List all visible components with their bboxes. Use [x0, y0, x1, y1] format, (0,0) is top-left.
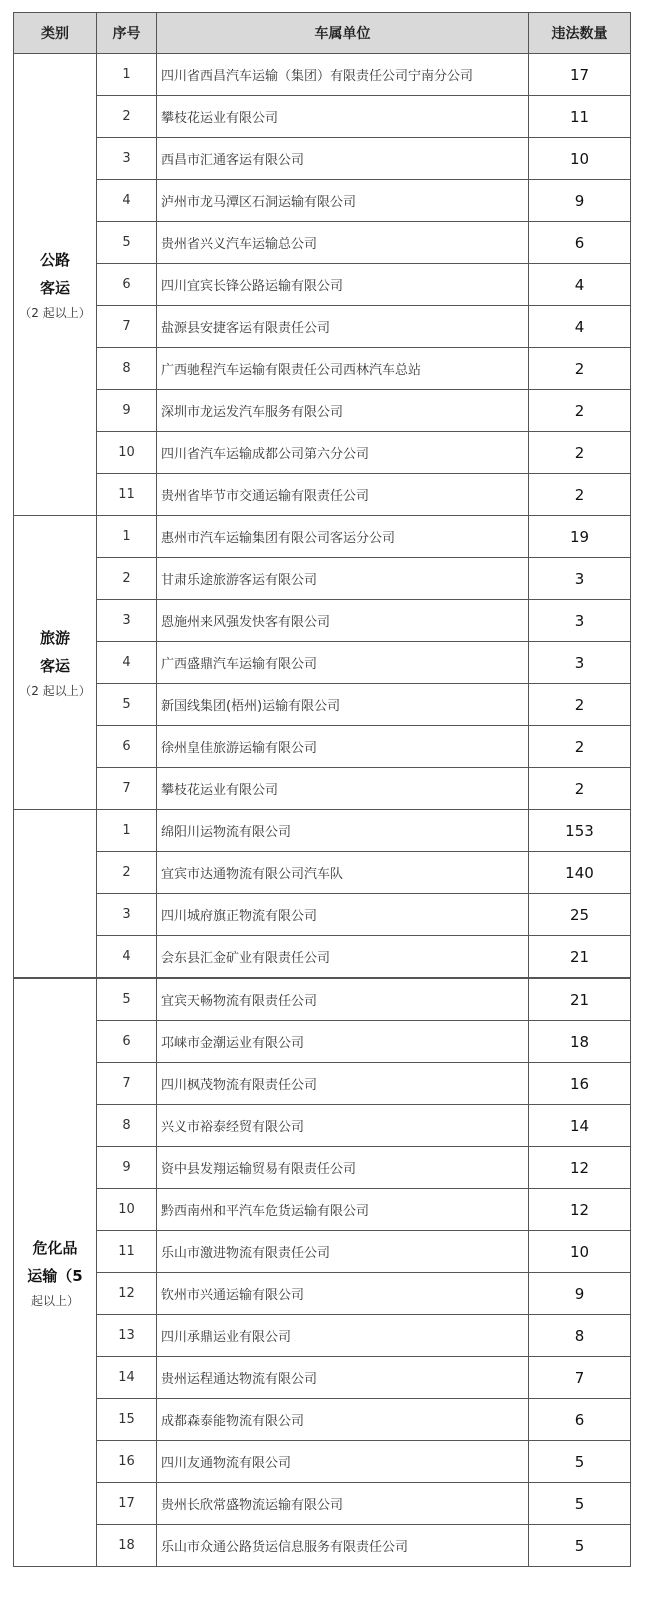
- table-row: [14, 180, 631, 222]
- table-row: [14, 1525, 631, 1567]
- unit-cell: 资中县发翔运输贸易有限责任公司: [157, 1147, 529, 1189]
- table-row: [14, 54, 631, 96]
- seq-cell: 11: [97, 1231, 157, 1273]
- table-row: [14, 936, 631, 978]
- unit-cell: 惠州市汽车运输集团有限公司客运分公司: [157, 516, 529, 558]
- table-row: [14, 894, 631, 936]
- unit-cell: 贵州省兴义汽车运输总公司: [157, 222, 529, 264]
- seq-cell: 3: [97, 138, 157, 180]
- seq-cell: 15: [97, 1399, 157, 1441]
- count-cell: 5: [529, 1441, 631, 1483]
- table-row: [14, 1483, 631, 1525]
- unit-cell: 攀枝花运业有限公司: [157, 96, 529, 138]
- count-cell: 10: [529, 138, 631, 180]
- table-row: [14, 1021, 631, 1063]
- seq-cell: 4: [97, 936, 157, 978]
- table-row: [14, 390, 631, 432]
- violations-table-part2: [13, 978, 631, 1567]
- unit-cell: 贵州运程通达物流有限公司: [157, 1357, 529, 1399]
- header-category: 类别: [14, 13, 97, 54]
- seq-cell: 3: [97, 600, 157, 642]
- category-cell: [14, 810, 97, 978]
- unit-cell: 乐山市激进物流有限责任公司: [157, 1231, 529, 1273]
- unit-cell: 乐山市众通公路货运信息服务有限责任公司: [157, 1525, 529, 1567]
- header-unit: 车属单位: [157, 13, 529, 54]
- unit-cell: 邛崃市金潮运业有限公司: [157, 1021, 529, 1063]
- seq-cell: 7: [97, 768, 157, 810]
- count-cell: 2: [529, 474, 631, 516]
- table-row: [14, 474, 631, 516]
- category-cell: [14, 516, 97, 810]
- unit-cell: 攀枝花运业有限公司: [157, 768, 529, 810]
- category-threshold: （2 起以上）: [19, 305, 91, 320]
- seq-cell: 14: [97, 1357, 157, 1399]
- seq-cell: 13: [97, 1315, 157, 1357]
- seq-cell: 2: [97, 852, 157, 894]
- count-cell: 6: [529, 1399, 631, 1441]
- unit-cell: 绵阳川运物流有限公司: [157, 810, 529, 852]
- category-name-cont: 运输（5: [27, 1266, 83, 1285]
- count-cell: 2: [529, 432, 631, 474]
- count-cell: 9: [529, 1273, 631, 1315]
- seq-cell: 17: [97, 1483, 157, 1525]
- count-cell: 2: [529, 684, 631, 726]
- unit-cell: 四川城府旗正物流有限公司: [157, 894, 529, 936]
- header-seq: 序号: [97, 13, 157, 54]
- seq-cell: 1: [97, 516, 157, 558]
- category-name: 危化品: [32, 1238, 78, 1257]
- seq-cell: 4: [97, 642, 157, 684]
- table-row: [14, 1357, 631, 1399]
- unit-cell: 贵州长欣常盛物流运输有限公司: [157, 1483, 529, 1525]
- table-row: [14, 726, 631, 768]
- count-cell: 2: [529, 768, 631, 810]
- seq-cell: 6: [97, 1021, 157, 1063]
- unit-cell: 甘肃乐途旅游客运有限公司: [157, 558, 529, 600]
- count-cell: 12: [529, 1189, 631, 1231]
- count-cell: 11: [529, 96, 631, 138]
- unit-cell: 深圳市龙运发汽车服务有限公司: [157, 390, 529, 432]
- seq-cell: 6: [97, 264, 157, 306]
- count-cell: 2: [529, 390, 631, 432]
- seq-cell: 9: [97, 390, 157, 432]
- table-row: [14, 1273, 631, 1315]
- unit-cell: 宜宾天畅物流有限责任公司: [157, 979, 529, 1021]
- unit-cell: 兴义市裕泰经贸有限公司: [157, 1105, 529, 1147]
- count-cell: 153: [529, 810, 631, 852]
- count-cell: 9: [529, 180, 631, 222]
- count-cell: 25: [529, 894, 631, 936]
- unit-cell: 广西盛鼎汽车运输有限公司: [157, 642, 529, 684]
- table-row: [14, 222, 631, 264]
- seq-cell: 12: [97, 1273, 157, 1315]
- count-cell: 3: [529, 642, 631, 684]
- category-cell: [14, 54, 97, 516]
- seq-cell: 4: [97, 180, 157, 222]
- unit-cell: 贵州省毕节市交通运输有限责任公司: [157, 474, 529, 516]
- seq-cell: 11: [97, 474, 157, 516]
- seq-cell: 10: [97, 432, 157, 474]
- table-row: [14, 768, 631, 810]
- unit-cell: 恩施州来风强发快客有限公司: [157, 600, 529, 642]
- table-row: [14, 1105, 631, 1147]
- table-row: [14, 1315, 631, 1357]
- seq-cell: 7: [97, 306, 157, 348]
- unit-cell: 四川承鼎运业有限公司: [157, 1315, 529, 1357]
- violations-table-part1: [13, 12, 631, 978]
- category-name-cont: 客运: [39, 656, 70, 675]
- count-cell: 4: [529, 264, 631, 306]
- count-cell: 8: [529, 1315, 631, 1357]
- count-cell: 3: [529, 600, 631, 642]
- seq-cell: 8: [97, 348, 157, 390]
- count-cell: 6: [529, 222, 631, 264]
- header-count: 违法数量: [529, 13, 631, 54]
- count-cell: 5: [529, 1483, 631, 1525]
- table-row: [14, 432, 631, 474]
- seq-cell: 18: [97, 1525, 157, 1567]
- unit-cell: 四川省西昌汽车运输（集团）有限责任公司宁南分公司: [157, 54, 529, 96]
- count-cell: 21: [529, 979, 631, 1021]
- count-cell: 2: [529, 348, 631, 390]
- table-row: [14, 1189, 631, 1231]
- seq-cell: 2: [97, 558, 157, 600]
- seq-cell: 1: [97, 54, 157, 96]
- unit-cell: 成都森泰能物流有限公司: [157, 1399, 529, 1441]
- count-cell: 10: [529, 1231, 631, 1273]
- seq-cell: 7: [97, 1063, 157, 1105]
- unit-cell: 盐源县安捷客运有限责任公司: [157, 306, 529, 348]
- seq-cell: 5: [97, 222, 157, 264]
- count-cell: 7: [529, 1357, 631, 1399]
- unit-cell: 四川友通物流有限公司: [157, 1441, 529, 1483]
- table-row: [14, 1063, 631, 1105]
- table-row: [14, 264, 631, 306]
- unit-cell: 会东县汇金矿业有限责任公司: [157, 936, 529, 978]
- category-threshold: 起以上）: [30, 1293, 79, 1308]
- count-cell: 16: [529, 1063, 631, 1105]
- unit-cell: 宜宾市达通物流有限公司汽车队: [157, 852, 529, 894]
- category-name: 旅游: [39, 628, 70, 647]
- table-row: [14, 138, 631, 180]
- category-name: 公路: [39, 250, 70, 269]
- count-cell: 140: [529, 852, 631, 894]
- table-row: [14, 979, 631, 1021]
- unit-cell: 黔西南州和平汽车危货运输有限公司: [157, 1189, 529, 1231]
- count-cell: 17: [529, 54, 631, 96]
- table-row: [14, 642, 631, 684]
- unit-cell: 广西驰程汽车运输有限责任公司西林汽车总站: [157, 348, 529, 390]
- seq-cell: 6: [97, 726, 157, 768]
- unit-cell: 新国线集团(梧州)运输有限公司: [157, 684, 529, 726]
- unit-cell: 四川宜宾长锋公路运输有限公司: [157, 264, 529, 306]
- seq-cell: 5: [97, 979, 157, 1021]
- table-row: [14, 1147, 631, 1189]
- unit-cell: 徐州皇佳旅游运输有限公司: [157, 726, 529, 768]
- count-cell: 5: [529, 1525, 631, 1567]
- table-row: [14, 306, 631, 348]
- table-row: [14, 810, 631, 852]
- seq-cell: 5: [97, 684, 157, 726]
- count-cell: 3: [529, 558, 631, 600]
- table-row: [14, 1231, 631, 1273]
- table-row: [14, 558, 631, 600]
- unit-cell: 四川省汽车运输成都公司第六分公司: [157, 432, 529, 474]
- table-row: [14, 600, 631, 642]
- category-threshold: （2 起以上）: [19, 683, 91, 698]
- count-cell: 4: [529, 306, 631, 348]
- count-cell: 2: [529, 726, 631, 768]
- seq-cell: 2: [97, 96, 157, 138]
- seq-cell: 16: [97, 1441, 157, 1483]
- unit-cell: 钦州市兴通运输有限公司: [157, 1273, 529, 1315]
- table-header-row: [14, 13, 631, 54]
- category-cell: [14, 979, 97, 1567]
- seq-cell: 1: [97, 810, 157, 852]
- table-row: [14, 1441, 631, 1483]
- unit-cell: 四川枫茂物流有限责任公司: [157, 1063, 529, 1105]
- table-row: [14, 516, 631, 558]
- table-row: [14, 852, 631, 894]
- table-row: [14, 348, 631, 390]
- count-cell: 18: [529, 1021, 631, 1063]
- seq-cell: 8: [97, 1105, 157, 1147]
- count-cell: 19: [529, 516, 631, 558]
- count-cell: 21: [529, 936, 631, 978]
- seq-cell: 10: [97, 1189, 157, 1231]
- seq-cell: 9: [97, 1147, 157, 1189]
- count-cell: 12: [529, 1147, 631, 1189]
- table-row: [14, 96, 631, 138]
- table-row: [14, 684, 631, 726]
- seq-cell: 3: [97, 894, 157, 936]
- unit-cell: 泸州市龙马潭区石洞运输有限公司: [157, 180, 529, 222]
- category-name-cont: 客运: [39, 278, 70, 297]
- unit-cell: 西昌市汇通客运有限公司: [157, 138, 529, 180]
- table-row: [14, 1399, 631, 1441]
- count-cell: 14: [529, 1105, 631, 1147]
